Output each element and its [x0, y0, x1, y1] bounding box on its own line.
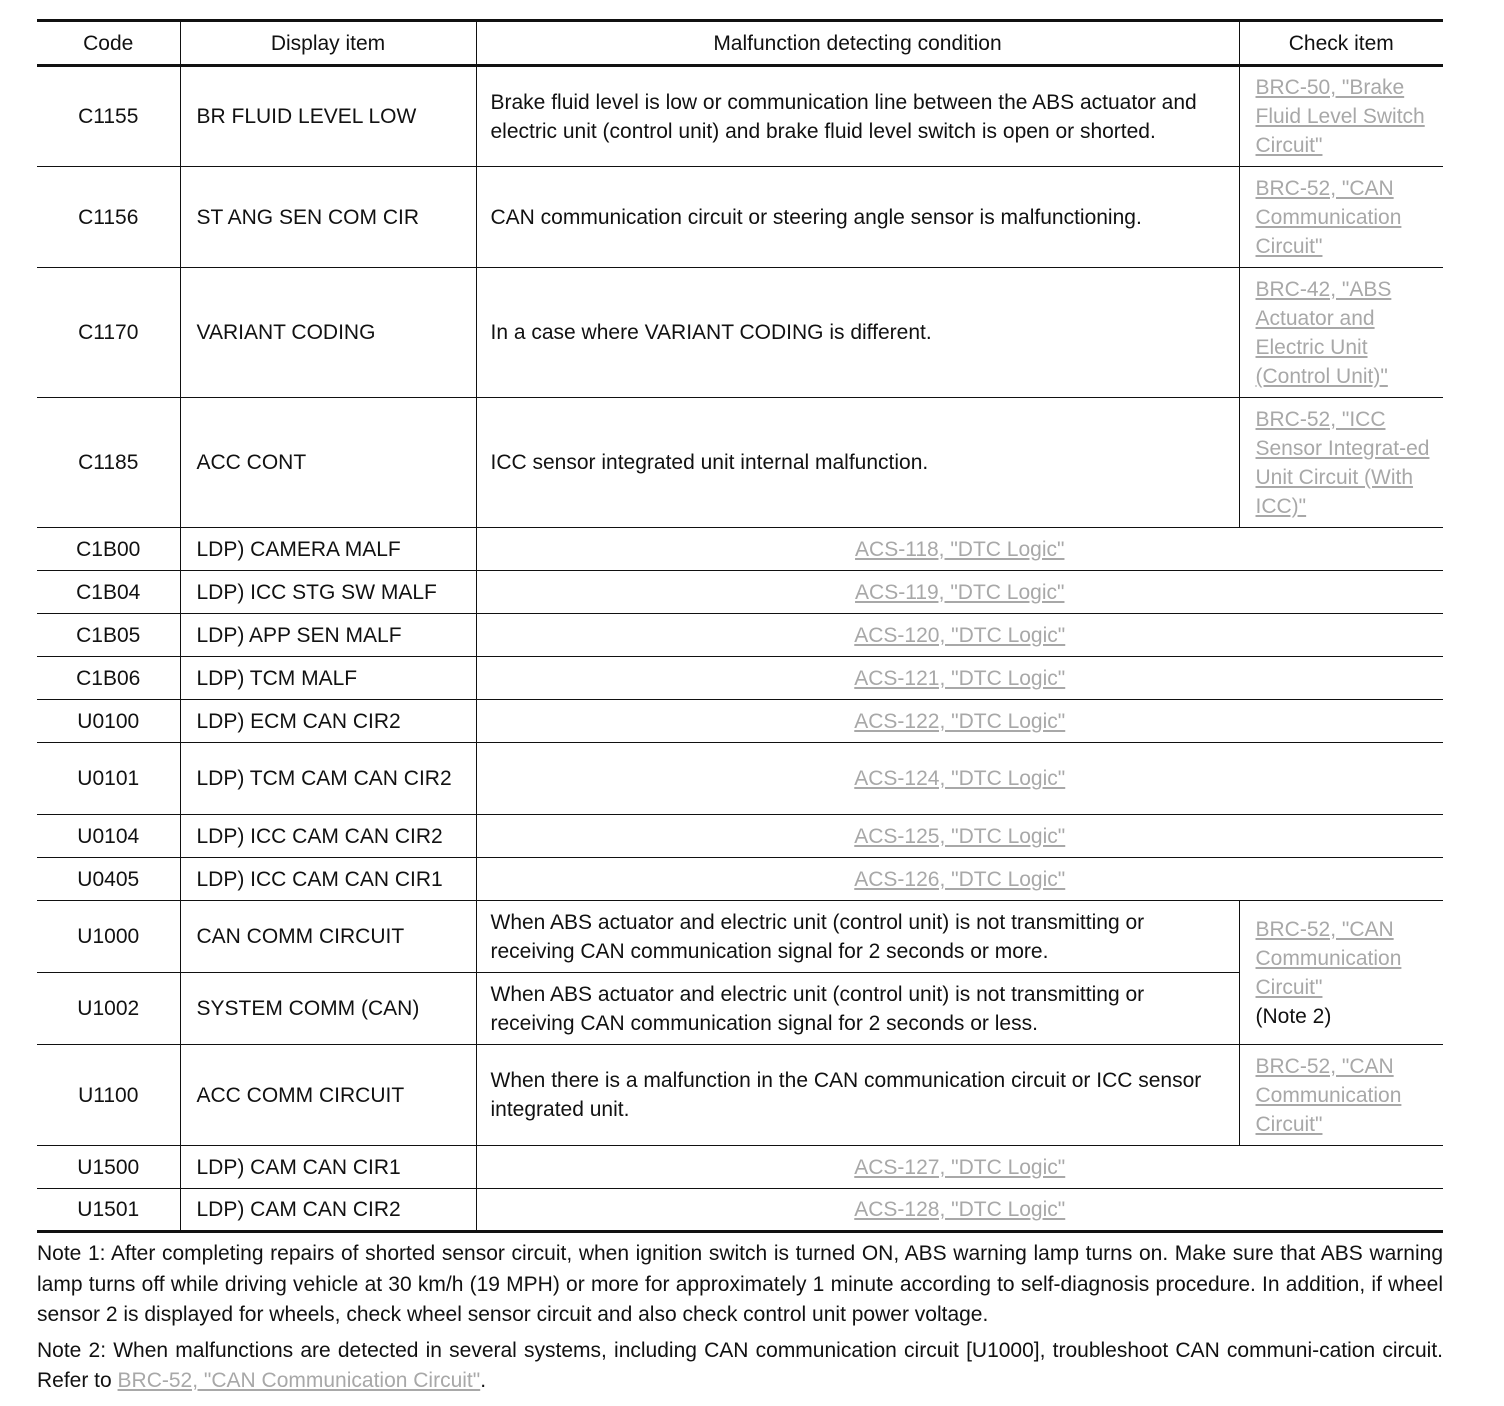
check-item: [1239, 901, 1443, 1045]
dtc-logic-link[interactable]: ACS-121, "DTC Logic": [854, 666, 1066, 690]
table-row: [37, 571, 1443, 614]
check-item-link[interactable]: BRC-50, "Brake Fluid Level Switch Circuit": [1255, 76, 1425, 157]
check-item: [476, 1146, 1443, 1189]
table-row: [37, 657, 1443, 700]
check-item: [476, 858, 1443, 901]
table-row: [37, 743, 1443, 815]
malfunction-condition: ICC sensor integrated unit internal malfunction.: [476, 398, 1239, 528]
table-row: [37, 973, 1443, 1045]
dtc-code: U1501: [37, 1189, 180, 1232]
check-item-link[interactable]: BRC-52, "CAN Communication Circuit": [1255, 917, 1402, 999]
dtc-logic-link[interactable]: ACS-126, "DTC Logic": [854, 867, 1066, 891]
check-item-note: (Note 2): [1255, 1004, 1332, 1028]
dtc-code: C1B00: [37, 528, 180, 571]
dtc-code: C1B06: [37, 657, 180, 700]
dtc-logic-link[interactable]: ACS-118, "DTC Logic": [855, 537, 1065, 561]
dtc-code: C1156: [37, 167, 180, 268]
dtc-code: U0104: [37, 815, 180, 858]
display-item: ACC COMM CIRCUIT: [180, 1045, 476, 1146]
dtc-code: C1B04: [37, 571, 180, 614]
table-row: [37, 167, 1443, 268]
display-item: LDP) CAM CAN CIR2: [180, 1189, 476, 1232]
malfunction-condition: Brake fluid level is low or communication line between the ABS actuator and electric unit (control unit) and brake fluid level switch is open or shorted.: [476, 66, 1239, 167]
check-item: [1239, 1045, 1443, 1146]
dtc-logic-link[interactable]: ACS-125, "DTC Logic": [854, 824, 1066, 848]
table-row: [37, 1045, 1443, 1146]
display-item: LDP) APP SEN MALF: [180, 614, 476, 657]
display-item: BR FLUID LEVEL LOW: [180, 66, 476, 167]
malfunction-condition: In a case where VARIANT CODING is different.: [476, 268, 1239, 398]
notes: [37, 1239, 1443, 1397]
note-2-text: Note 2: When malfunctions are detected in several systems, including CAN communication circuit [U1000], troubleshoot CAN communi-cation circuit. Refer to: [37, 1338, 1443, 1392]
dtc-code: C1B05: [37, 614, 180, 657]
dtc-logic-link[interactable]: ACS-119, "DTC Logic": [855, 580, 1065, 604]
check-item: [476, 614, 1443, 657]
dtc-logic-link[interactable]: ACS-128, "DTC Logic": [854, 1198, 1066, 1221]
check-item-link[interactable]: BRC-52, "ICC Sensor Integrat-ed Unit Circuit (With ICC)": [1255, 407, 1430, 518]
check-item: [1239, 268, 1443, 398]
check-item: [1239, 398, 1443, 528]
dtc-logic-link[interactable]: ACS-122, "DTC Logic": [854, 709, 1066, 733]
check-item: [1239, 66, 1443, 167]
check-item: [476, 657, 1443, 700]
note-2-end: .: [480, 1369, 487, 1392]
dtc-code: U1002: [37, 973, 180, 1045]
header-check-item: Check item: [1239, 21, 1443, 66]
note-1: Note 1: After completing repairs of shorted sensor circuit, when ignition switch is turned ON, ABS warning lamp turns on. Make sure that ABS warning lamp turns off while driving vehicle at 30 km/h (19 MPH) or more for approximately 1 minute according to self-diagnosis procedure. In addition, if wheel sensor 2 is displayed for wheels, check wheel sensor circuit and also check control unit power voltage.: [37, 1242, 1443, 1326]
check-item: [1239, 167, 1443, 268]
dtc-code: U0101: [37, 743, 180, 815]
header-row: [37, 21, 1443, 66]
dtc-code: C1170: [37, 268, 180, 398]
check-item: [476, 815, 1443, 858]
display-item: ST ANG SEN COM CIR: [180, 167, 476, 268]
display-item: LDP) TCM CAM CAN CIR2: [180, 743, 476, 815]
table-row: [37, 268, 1443, 398]
dtc-code: C1155: [37, 66, 180, 167]
display-item: LDP) CAMERA MALF: [180, 528, 476, 571]
note-2: [37, 1336, 1443, 1397]
display-item: LDP) ICC CAM CAN CIR1: [180, 858, 476, 901]
malfunction-condition: When ABS actuator and electric unit (control unit) is not transmitting or receiving CAN communication signal for 2 seconds or less.: [476, 973, 1239, 1045]
display-item: CAN COMM CIRCUIT: [180, 901, 476, 973]
check-item: [476, 743, 1443, 815]
dtc-code: C1185: [37, 398, 180, 528]
table-row: [37, 614, 1443, 657]
check-item-link[interactable]: BRC-52, "CAN Communication Circuit": [1255, 176, 1402, 258]
dtc-code: U1000: [37, 901, 180, 973]
table-row: [37, 66, 1443, 167]
table-row: [37, 901, 1443, 973]
malfunction-condition: When there is a malfunction in the CAN communication circuit or ICC sensor integrated unit.: [476, 1045, 1239, 1146]
table-row: [37, 858, 1443, 901]
check-item: [476, 1189, 1443, 1232]
header-code: Code: [37, 21, 180, 66]
dtc-code: U1100: [37, 1045, 180, 1146]
display-item: LDP) ECM CAN CIR2: [180, 700, 476, 743]
dtc-logic-link[interactable]: ACS-124, "DTC Logic": [854, 767, 1066, 790]
display-item: ACC CONT: [180, 398, 476, 528]
display-item: SYSTEM COMM (CAN): [180, 973, 476, 1045]
header-display-item: Display item: [180, 21, 476, 66]
display-item: LDP) ICC CAM CAN CIR2: [180, 815, 476, 858]
check-item: [476, 571, 1443, 614]
check-item: [476, 700, 1443, 743]
malfunction-condition: CAN communication circuit or steering angle sensor is malfunctioning.: [476, 167, 1239, 268]
dtc-code: U0405: [37, 858, 180, 901]
display-item: LDP) CAM CAN CIR1: [180, 1146, 476, 1189]
display-item: LDP) TCM MALF: [180, 657, 476, 700]
table-row: [37, 1189, 1443, 1232]
dtc-document: [37, 19, 1443, 1402]
dtc-code: U1500: [37, 1146, 180, 1189]
table-row: [37, 1146, 1443, 1189]
table-row: [37, 528, 1443, 571]
check-item: [476, 528, 1443, 571]
dtc-table: [37, 19, 1443, 1233]
header-malfunction-condition: Malfunction detecting condition: [476, 21, 1239, 66]
display-item: VARIANT CODING: [180, 268, 476, 398]
table-row: [37, 398, 1443, 528]
check-item-link[interactable]: BRC-42, "ABS Actuator and Electric Unit (Control Unit)": [1255, 277, 1392, 388]
dtc-code: U0100: [37, 700, 180, 743]
display-item: LDP) ICC STG SW MALF: [180, 571, 476, 614]
note-2-link[interactable]: BRC-52, "CAN Communication Circuit": [117, 1369, 481, 1392]
table-row: [37, 700, 1443, 743]
malfunction-condition: When ABS actuator and electric unit (control unit) is not transmitting or receiving CAN communication signal for 2 seconds or more.: [476, 901, 1239, 973]
dtc-logic-link[interactable]: ACS-120, "DTC Logic": [854, 623, 1066, 647]
dtc-logic-link[interactable]: ACS-127, "DTC Logic": [854, 1155, 1066, 1179]
table-row: [37, 815, 1443, 858]
check-item-link[interactable]: BRC-52, "CAN Communication Circuit": [1255, 1054, 1402, 1136]
